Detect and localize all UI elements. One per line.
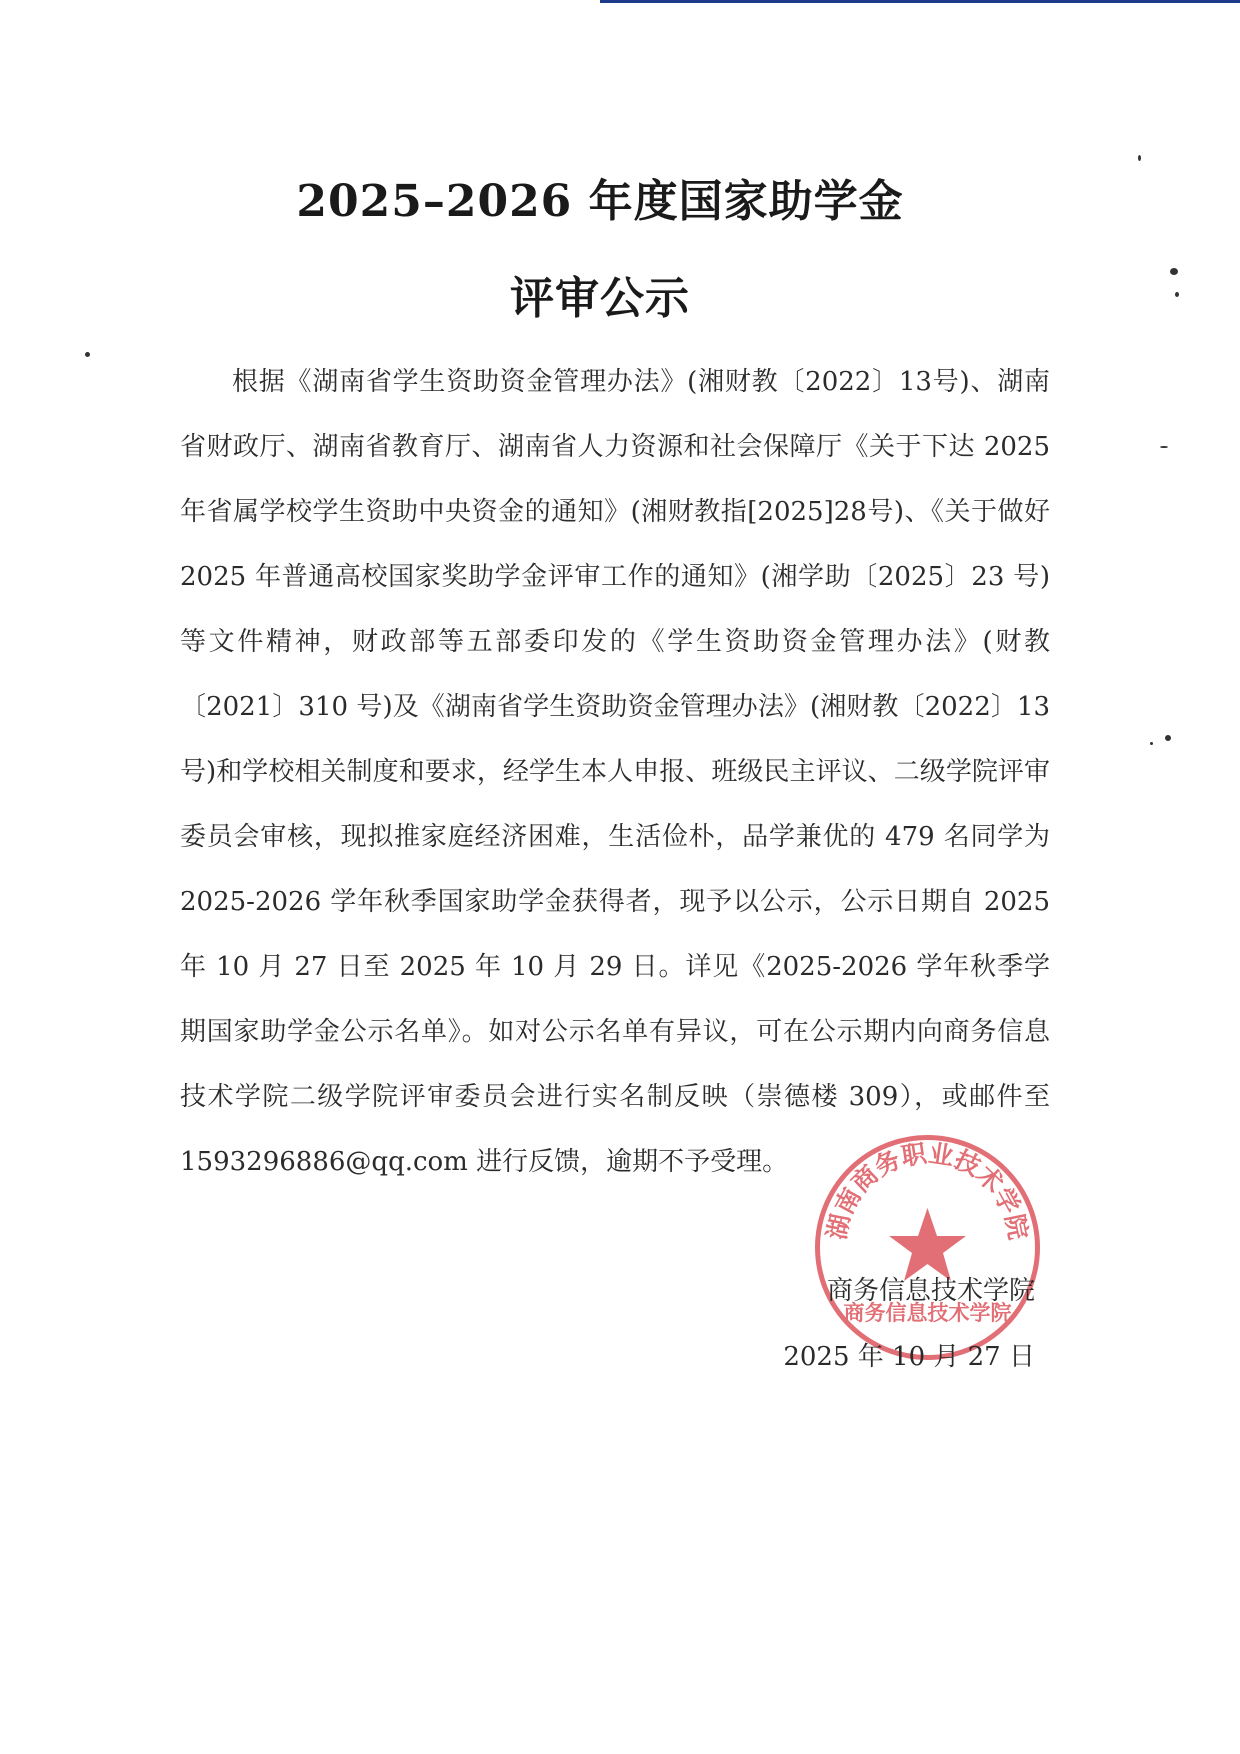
scan-speck [1170,268,1178,275]
official-seal-icon [810,1130,1045,1365]
scan-speck [1175,292,1179,297]
svg-text:湖南商务职业技术学院: 湖南商务职业技术学院 [822,1138,1033,1242]
page-subtitle: 评审公示 [510,273,690,324]
scan-speck [1165,735,1171,741]
scan-speck [85,352,90,357]
scan-speck [1138,155,1141,161]
top-edge-line [600,0,1240,3]
notice-body: 根据《湖南省学生资助资金管理办法》(湘财教〔2022〕13号)、湖南省财政厅、湖南省教育厅、湖南省人力资源和社会保障厅《关于下达 2025 年省属学校学生资助中央资金的通知》(湘财教指[2025]28号)、《关于做好 2025 年普通高校国家奖助学金评审工作的通知》(湘学助〔2025〕23 号)等文件精神，财政部等五部委印发的《学生资助资金管理办法》(财教〔2021〕310 号)及《湖南省学生资助资金管理办法》(湘财教〔2022〕13 号)和学校相关制度和要求，经学生本人申报、班级民主评议、二级学院评审委员会审核，现拟推家庭经济困难，生活俭朴，品学兼优的 479 名同学为 2025-2026 学年秋季国家助学金获得者，现予以公示，公示日期自 2025 年 10 月 27 日至 2025 年 10 月 29 日。详见《2025-2026 学年秋季学期国家助学金公示名单》。如对公示名单有异议，可在公示期内向商务信息技术学院二级学院评审委员会进行实名制反映（崇德楼 309），或邮件至 1593296886@qq.com 进行反馈，逾期不予受理。 [180,367,1050,1177]
scan-speck [1150,742,1153,745]
svg-text:商务信息技术学院: 商务信息技术学院 [843,1300,1012,1325]
signature-date: 2025 年 10 月 27 日 [783,1342,1035,1372]
scan-speck [1160,446,1168,448]
page-title: 2025–2026 年度国家助学金 [296,176,904,227]
signature-organization: 商务信息技术学院 [826,1276,1035,1306]
